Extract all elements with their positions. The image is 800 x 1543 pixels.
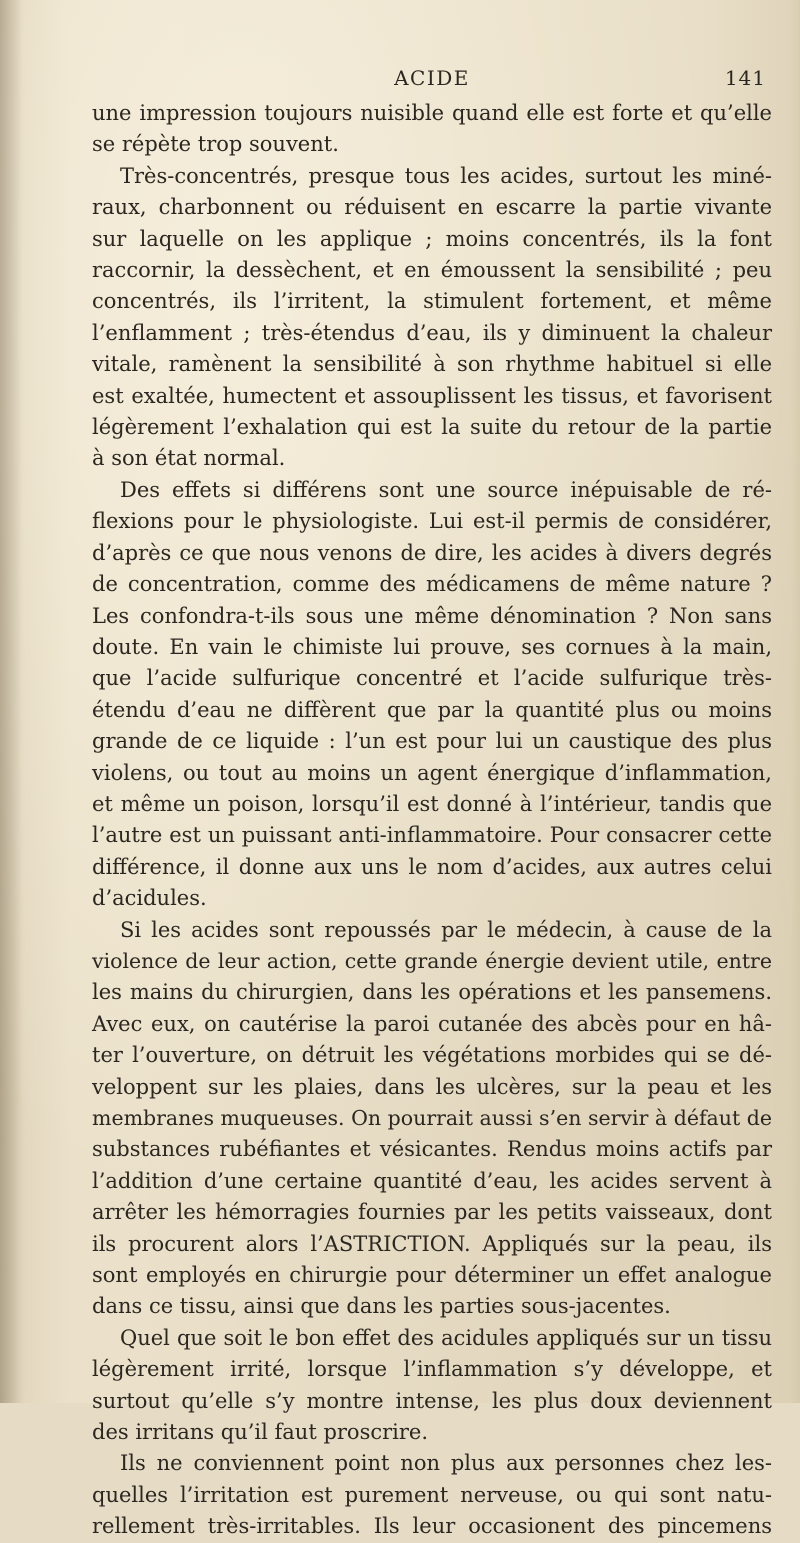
text-line: concentrés, ils l’irritent, la stimulent fortement, et même	[92, 289, 772, 314]
text-line: grande de ce liquide : l’un est pour lui un caustique des plus	[92, 729, 772, 754]
text-line: légèrement l’exhalation qui est la suite du retour de la partie	[92, 415, 772, 440]
text-line: ils procurent alors l’ASTRICTION. Appliqués sur la peau, ils	[92, 1231, 772, 1256]
text-line: raux, charbonnent ou réduisent en escarre la partie vivante	[92, 195, 772, 220]
text-line: que l’acide sulfurique concentré et l’acide sulfurique très-	[92, 666, 772, 691]
text-line: Les confondra-t-ils sous une même dénomination ? Non sans	[92, 603, 772, 628]
text-line: différence, il donne aux uns le nom d’acides, aux autres celui	[92, 854, 772, 879]
text-line: des irritans qu’il faut proscrire.	[92, 1420, 429, 1445]
text-line: rellement très-irritables. Ils leur occasionent des pincemens	[92, 1514, 772, 1539]
running-title: ACIDE	[394, 66, 470, 90]
text-line: surtout qu’elle s’y montre intense, les plus doux deviennent	[92, 1388, 772, 1413]
text-line: sont employés en chirurgie pour déterminer un effet analogue	[92, 1263, 772, 1288]
text-line: d’acidules.	[92, 886, 207, 911]
text-line: Quel que soit le bon effet des acidules appliqués sur un tissu	[120, 1325, 772, 1350]
text-line: vitale, ramènent la sensibilité à son rhythme habituel si elle	[92, 352, 772, 377]
text-line: doute. En vain le chimiste lui prouve, ses cornues à la main,	[92, 634, 772, 659]
text-line: substances rubéfiantes et vésicantes. Rendus moins actifs par	[92, 1137, 772, 1162]
text-line: membranes muqueuses. On pourrait aussi s’en servir à défaut de	[92, 1106, 772, 1130]
page-header	[92, 66, 772, 96]
text-line: sur laquelle on les applique ; moins concentrés, ils la font	[92, 226, 772, 251]
text-line: violens, ou tout au moins un agent énergique d’inflammation,	[92, 760, 772, 785]
text-line: légèrement irrité, lorsque l’inflammation s’y développe, et	[92, 1357, 772, 1382]
text-line: étendu d’eau ne diffèrent que par la quantité plus ou moins	[92, 697, 772, 722]
text-line: violence de leur action, cette grande énergie devient utile, entre	[92, 948, 772, 973]
text-line: arrêter les hémorragies fournies par les petits vaisseaux, dont	[92, 1200, 772, 1225]
text-line: l’autre est un puissant anti-inflammatoire. Pour consacrer cette	[92, 823, 772, 848]
text-line: quelles l’irritation est purement nerveuse, ou qui sont natu-	[92, 1482, 772, 1507]
text-line: raccornir, la dessèchent, et en émoussent la sensibilité ; peu	[92, 258, 772, 283]
text-line: flexions pour le physiologiste. Lui est-il permis de considérer,	[92, 509, 772, 534]
text-line: Ils ne conviennent point non plus aux personnes chez les-	[120, 1451, 772, 1476]
text-line: se répète trop souvent.	[92, 132, 339, 157]
text-line: l’enflamment ; très-étendus d’eau, ils y diminuent la chaleur	[92, 320, 772, 345]
text-line: ter l’ouverture, on détruit les végétations morbides qui se dé-	[92, 1043, 772, 1068]
text-line: dans ce tissu, ainsi que dans les parties sous-jacentes.	[92, 1294, 671, 1319]
text-line: Très-concentrés, presque tous les acides, surtout les miné-	[120, 163, 772, 188]
text-line: veloppent sur les plaies, dans les ulcères, sur la peau et les	[92, 1074, 772, 1099]
page-number: 141	[724, 66, 766, 90]
text-line: les mains du chirurgien, dans les opérations et les pansemens.	[92, 980, 772, 1005]
text-line: l’addition d’une certaine quantité d’eau, les acides servent à	[92, 1168, 772, 1193]
text-line: et même un poison, lorsqu’il est donné à l’intérieur, tandis que	[92, 791, 772, 816]
text-line: est exaltée, humectent et assouplissent les tissus, et favorisent	[92, 383, 772, 408]
text-line: Des effets si différens sont une source inépuisable de ré-	[120, 477, 772, 502]
body-text	[92, 98, 772, 1543]
page-gutter-shadow	[0, 0, 22, 1403]
text-line: d’après ce que nous venons de dire, les acides à divers degrés	[92, 540, 772, 565]
text-line: de concentration, comme des médicamens de même nature ?	[92, 572, 772, 597]
text-line: Si les acides sont repoussés par le médecin, à cause de la	[120, 917, 772, 942]
text-line: Avec eux, on cautérise la paroi cutanée des abcès pour en hâ-	[92, 1011, 772, 1036]
text-line: à son état normal.	[92, 446, 286, 471]
text-line: une impression toujours nuisible quand elle est forte et qu’elle	[92, 101, 772, 125]
